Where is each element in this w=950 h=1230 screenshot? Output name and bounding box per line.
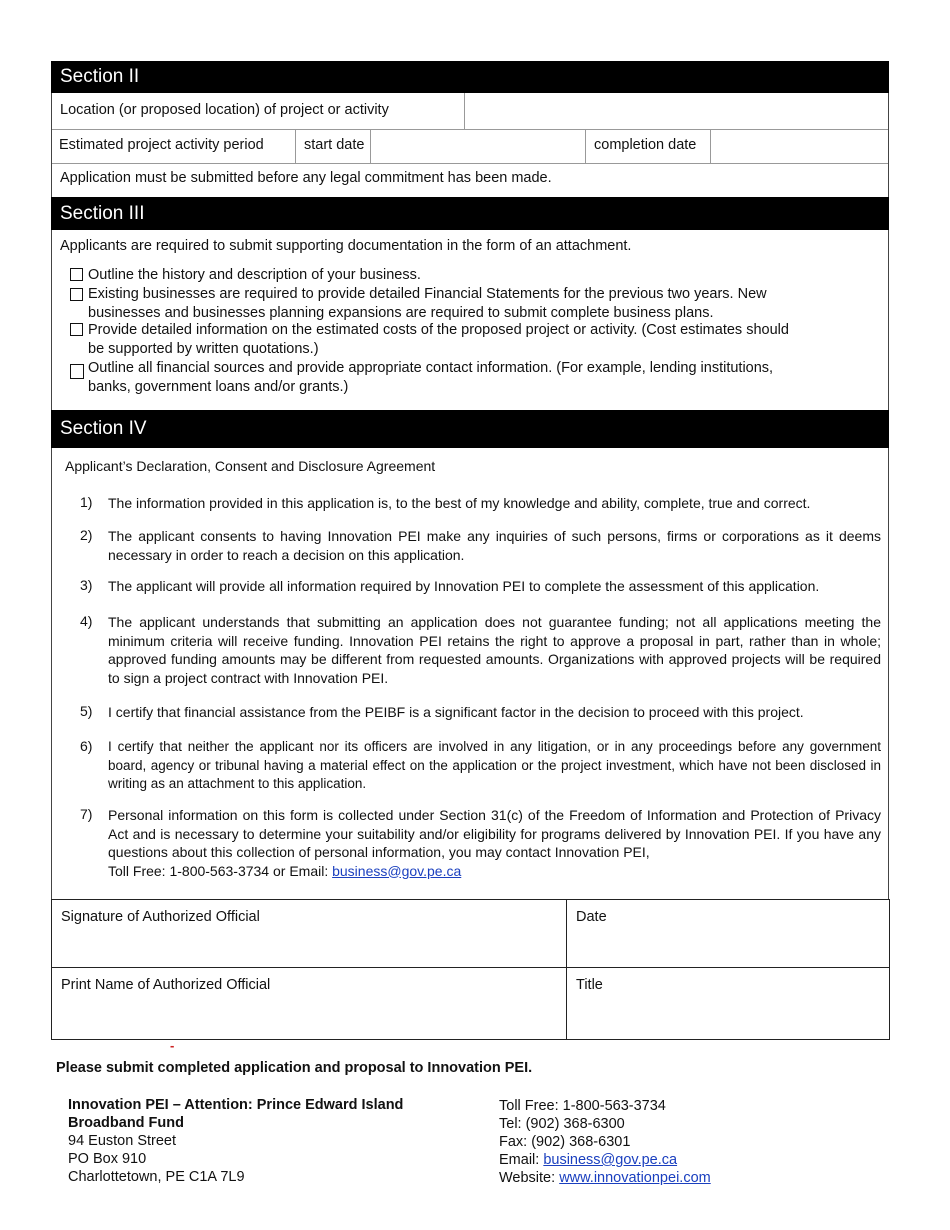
completion-divider: [585, 129, 586, 163]
section-4-header: [51, 410, 889, 448]
item-number: 6): [80, 738, 93, 754]
item-number: 4): [80, 613, 93, 629]
checklist-item-3: Provide detailed information on the estimated costs of the proposed project or activity. (Cost estimates should be supported by written quotations.): [88, 322, 789, 357]
footer-email-link[interactable]: business@gov.pe.ca: [543, 1152, 678, 1168]
location-label: Location (or proposed location) of project or activity: [60, 102, 389, 118]
start-date-label: start date: [304, 137, 365, 153]
declaration-item-2: The applicant consents to having Innovation PEI make any inquiries of such persons, firms or corporations as it deems necessary in order to reach a decision on this application.: [108, 528, 881, 563]
item-number: 1): [80, 494, 93, 510]
completion-date-label: completion date: [594, 137, 697, 153]
website-link[interactable]: www.innovationpei.com: [559, 1170, 711, 1186]
completion-value-divider: [710, 129, 711, 163]
item-number: 7): [80, 806, 93, 822]
section-3-intro: Applicants are required to submit supporting documentation in the form of an attachment.: [60, 238, 632, 254]
legal-commitment-notice: Application must be submitted before any legal commitment has been made.: [60, 170, 552, 186]
item-number: 3): [80, 577, 93, 593]
declaration-item-5: I certify that financial assistance from the PEIBF is a significant factor in the decision to proceed with this project.: [108, 704, 804, 720]
checkbox-business-history[interactable]: [70, 268, 83, 281]
row-divider: [52, 163, 888, 164]
start-date-field[interactable]: [372, 130, 584, 162]
email-link[interactable]: business@gov.pe.ca: [332, 862, 462, 879]
print-name-label: Print Name of Authorized Official: [61, 977, 271, 993]
signature-column-divider: [566, 899, 567, 1040]
title-label: Title: [576, 977, 603, 993]
signature-label: Signature of Authorized Official: [61, 909, 260, 925]
declaration-item-6: I certify that neither the applicant nor its officers are involved in any litigation, or in any proceedings before any government board, agency or tribunal having a material effect on the application or the project investment, which have not been disclosed in writing as an attachment to this application.: [108, 739, 881, 791]
red-marker: -: [170, 1038, 175, 1053]
signature-row-divider: [51, 967, 890, 968]
declaration-item-3: The applicant will provide all information required by Innovation PEI to complete the assessment of this application.: [108, 578, 820, 594]
section-2-header: [51, 61, 889, 93]
declaration-item-1: The information provided in this application is, to the best of my knowledge and ability, complete, true and correct.: [108, 495, 811, 511]
item-number: 2): [80, 527, 93, 543]
declaration-item-4: The applicant understands that submitting an application does not guarantee funding; not all applications meeting the minimum criteria will receive funding. Innovation PEI retains the right to approve a proposal in part, rather than in whole; approved funding amounts may be different from requested amounts. Organizations with approved projects will be required to sign a project contract with Innovation PEI.: [108, 614, 881, 686]
section-3-header: [51, 197, 889, 230]
contact-info: Toll Free: 1-800-563-3734 Tel: (902) 368-6300 Fax: (902) 368-6301 Email: business@gov.pe.ca Website: www.innovationpei.com: [499, 1098, 711, 1186]
period-label: Estimated project activity period: [59, 137, 264, 153]
start-date-divider: [370, 129, 371, 163]
checkbox-financial-statements[interactable]: [70, 288, 83, 301]
section-2-title: Section II: [60, 66, 140, 87]
checkbox-financial-sources[interactable]: [70, 364, 84, 379]
section-3-title: Section III: [60, 202, 145, 224]
item-number: 5): [80, 703, 93, 719]
declaration-item-7: Personal information on this form is collected under Section 31(c) of the Freedom of Information and Protection of Privacy Act and is necessary to determine your suitability and/or eligibility for programs delivered by Innovation PEI. If you have any questions about this collection of personal information, you may contact Innovation PEI, Toll Free: 1-800-563-3734 or Email: business@gov.pe.ca: [108, 807, 881, 879]
title-field[interactable]: [568, 969, 887, 1038]
completion-date-field[interactable]: [712, 130, 887, 162]
date-field[interactable]: [568, 901, 887, 966]
checklist-item-4: Outline all financial sources and provide appropriate contact information. (For example, lending institutions, banks, government loans and/or grants.): [88, 360, 774, 395]
checklist-item-2: Existing businesses are required to provide detailed Financial Statements for the previous two years. New businesses and businesses planning expansions are required to submit complete business plans.: [88, 286, 767, 321]
submit-notice: Please submit completed application and proposal to Innovation PEI.: [56, 1060, 533, 1076]
mailing-address: Innovation PEI – Attention: Prince Edward Island Broadband Fund 94 Euston Street PO Box 910 Charlottetown, PE C1A 7L9: [68, 1097, 404, 1185]
checklist-item-1: Outline the history and description of your business.: [88, 267, 421, 283]
period-divider: [295, 129, 296, 163]
checkbox-cost-estimates[interactable]: [70, 323, 83, 336]
date-label: Date: [576, 909, 607, 925]
location-field[interactable]: [466, 94, 887, 128]
section-4-title: Section IV: [60, 418, 147, 439]
declaration-subtitle: Applicant’s Declaration, Consent and Disclosure Agreement: [65, 458, 436, 474]
location-divider: [464, 93, 465, 129]
